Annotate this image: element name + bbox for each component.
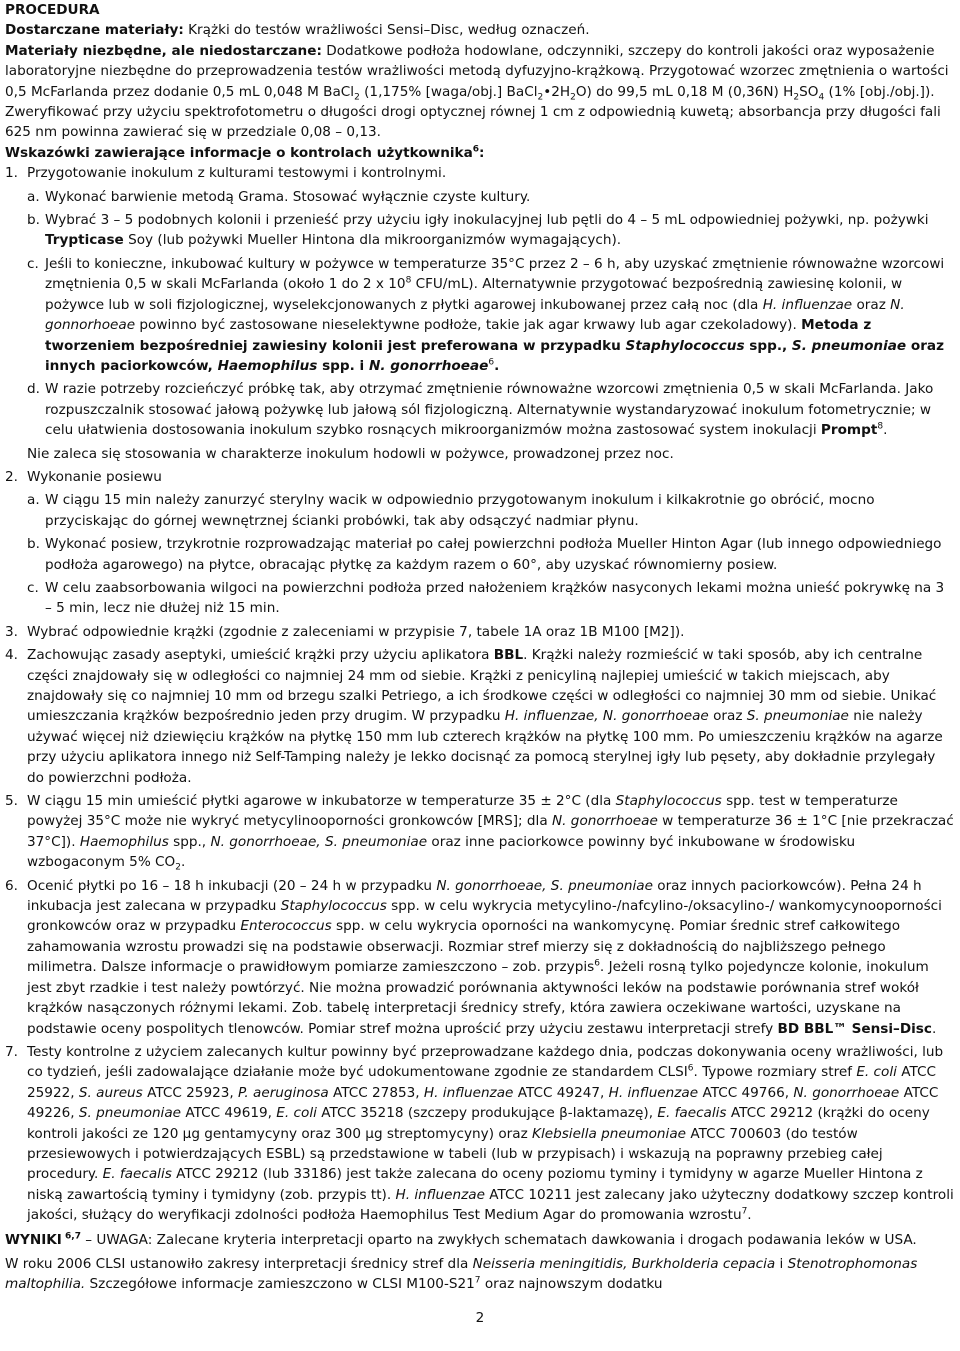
step-5: 5. W ciągu 15 min umieścić płytki agarowe w inkubatorze w temperaturze 35 ± 2°C (dla Staphylococcus spp. test w temperaturze powyżej 35°C może nie wykryć metycylinooporności gronkowców [MRS]; dla N. gonorrhoeae w temperaturze 36 ± 1°C [nie przekraczać 37°C]). Haemophilus spp., N. gonorrhoeae, S. pneumoniae oraz inne paciorkowce powinny być inkubowane w środowisku wzbogaconym 5% $CO_2$. [5, 793, 954, 873]
step-6: 6. Ocenić płytki po 16 – 18 h inkubacji (20 – 24 h w przypadku N. gonorrhoeae, S. pneumoniae oraz innych paciorkowców). Pełna 24 h inkubacja jest zalecana w przypadku Staphylococcus spp. w celu wykrycia metycylino-/nafcylino-/oksacylino-/ wankomycynooporności gronkowców oraz w przypadku Enterococcus spp. w celu wykrycia oporności na wankomycynę. Pomiar średnic stref całkowitego zahamowania wzrostu prowadzi się na podstawie obserwacji. Rozmiar stref mierzy się z dokładnością do najbliższego pełnego milimetra. Dalsze informacje o prawidłowym pomiarze zamieszczono – zob. przypis$^6$. Jeżeli rosną tylko pojedyncze kolonie, inokulum jest zbyt rzadkie i test należy powtórzyć. Nie można prowadzić porównania aktywności leków na podstawie porównania stref wokół krążków nasączonych różnymi lekami. Zob. tabelę interpretacji średnicy strefy, która zawiera oczekiwane wartości, uzyskane na podstawie oceny pospolitych tlenowców. Pomiar stref można uprościć przy użyciu zestawu interpretacji strefy BD BBL™ Sensi–Disc. [5, 877, 942, 1037]
step-1c: c. Jeśli to konieczne, inkubować kultury w pożywce w temperaturze 35°C przez 2 – 6 h, aby uzyskać zmętnienie równoważne wzorcowi zmętnienia 0,5 w skali McFarlanda (około 1 do 2 x $10^8$ CFU/mL). Alternatywnie przygotować bezpośrednią zawiesinę kolonii, w pożywce lub w soli fizjologicznej, wyselekcjonowanych z płytki agarowej inkubowanej przez całą noc (dla H. influenzae oraz N. gonnorhoeae powinno być zastosowane nieselektywne podłoże, takie jak agar krwawy lub agar czekoladowy). Metoda z tworzeniem bezpośredniej zawiesiny kolonii jest preferowana w przypadku Staphylococcus spp., S. pneumoniae oraz innych paciorkowców, Haemophilus spp. i N. gonorrhoeae$^6$. [27, 255, 945, 374]
step-2b: b. Wykonać posiew, trzykrotnie rozprowadzając materiał po całej powierzchni podłoża Mueller Hinton Agar (lub innego odpowiedniego podłoża agarowego) na płytce, obracając płytkę za każdym razem o 60°, aby uzyskać równomierny posiew. [27, 536, 942, 573]
step-7: 7. Testy kontrolne z użyciem zalecanych kultur powinny być przeprowadzane każdego dnia, podczas dokonywania oceny wrażliwości, lub co tydzień, jeśli zadowalające działanie może być udokumentowane zgodnie ze standardem CLSI$^6$. Typowe rozmiary stref E. coli ATCC 25922, S. aureus ATCC 25923, P. aeruginosa ATCC 27853, H. influenzae ATCC 49247, H. influenzae ATCC 49766, N. gonorrhoeae ATCC 49226, S. pneumoniae ATCC 49619, E. coli ATCC 35218 (szczepy produkujące β-laktamazę), E. faecalis ATCC 29212 (krążki do oceny kontroli jakości ze 120 µg gentamycyny oraz 300 µg streptomycyny) oraz Klebsiella pneumoniae ATCC 700603 (do testów przesiewowych i potwierdzających ESBL) są przedstawione w tabeli (lub w przypisach) i wskazują na poprawny przebieg całej procedury. E. faecalis ATCC 29212 (lub 33186) jest także zalecana do oceny poziomu tyminy i tymidyny w agarze Mueller Hintona z niską zawartością tyminy i tymidyny (zob. przypis tt). H. influenzae ATCC 10211 jest zalecany jako użyteczny dodatkowy szczep kontroli jakości, służący do weryfikacji zdolności podłoża Haemophilus Test Medium Agar do promowania wzrostu$^7$. [5, 1043, 954, 1224]
required-label: Materiały niezbędne, ale niedostarczane: [5, 42, 322, 59]
required-materials-paragraph: Materiały niezbędne, ale niedostarczane: Dodatkowe podłoża hodowlane, odczynniki, szczepy do kontroli jakości oraz wyposażenie laboratoryjne niezbędne do przeprowadzenia testów wrażliwości metodą dyfuzyjno-krążkową. Przygotować wzorzec zmętnienia o wartości 0,5 McFarlanda przez dodanie 0,5 mL 0,048 M BaCl$_2$ (1,175% [waga/obj.] $BaCl_2•2H_2O$) do 99,5 mL 0,18 M (0,36N) $H_2SO_4$ (1% [obj./obj.]). Zweryfikować przy użyciu spektrofotometru o długości drogi optycznej równej 1 cm z odpowiednią kuwetą; absorbancja przy długości fali 625 nm powinna zawierać się w przedziale 0,08 – 0,13. [5, 42, 949, 141]
results-paragraph: WYNIKI $^{6,7}$ – UWAGA: Zalecane kryteria interpretacji oparto na zwykłych schematach dawkowania i drogach podawania leków w USA. [5, 1231, 917, 1248]
hints-heading: Wskazówki zawierające informacje o kontrolach użytkownika$^6$: [5, 144, 485, 161]
step-1b: b. Wybrać 3 – 5 podobnych kolonii i przenieść przy użyciu igły inokulacyjnej lub pętli do 4 – 5 mL odpowiedniej pożywki, np. pożywki Trypticase Soy (lub pożywki Mueller Hintona dla mikroorganizmów wymagających). [27, 212, 929, 249]
provided-label: Dostarczane materiały: [5, 22, 184, 39]
step-2a: a. W ciągu 15 min należy zanurzyć sterylny wacik w odpowiednio przygotowanym inokulum i kilkakrotnie go obrócić, mocno przyciskając do górnej wewnętrznej ścianki probówki, tak aby odsączyć nadmiar płynu. [27, 492, 875, 529]
procedure-heading: PROCEDURA [5, 2, 100, 18]
step-2: 2. Wykonanie posiewu [5, 468, 162, 485]
provided-materials-paragraph: Dostarczane materiały: Krążki do testów wrażliwości Sensi–Disc, według oznaczeń. [5, 22, 590, 39]
results-label: WYNIKI [5, 1231, 62, 1248]
step-4: 4. Zachowując zasady aseptyki, umieścić krążki przy użyciu aplikatora BBL. Krążki należy rozmieścić w taki sposób, aby ich centralne części znajdowały się w odległości co najmniej 24 mm od siebie. Krążki z penicyliną najlepiej umieścić w takich miejscach, aby znajdowały się co najmniej 10 mm od brzegu szalki Petriego, a ich środkowe części w odległości co najmniej 30 mm od siebie. Unikać umieszczania krążków bezpośrednio jeden przy drugim. W przypadku H. influenzae, N. gonorrhoeae oraz S. pneumoniae nie należy używać więcej niż dziewięciu krążków na płytkę 150 mm lub czterech krążków na płytkę 100 mm. Po umieszczeniu krążków na agarze przy użyciu aplikatora innego niż Self-Tamping należy je lekko docisnąć za pomocą sterylnej igły lub pęsety, aby dokładnie przylegały do powierzchni podłoża. [5, 647, 943, 786]
step-2c: c. W celu zaabsorbowania wilgoci na powierzchni podłoża przed nałożeniem krążków nasyconych lekami można unieść pokrywkę na 3 – 5 min, lecz nie dłużej niż 15 min. [27, 579, 945, 617]
step-1d: d. W razie potrzeby rozcieńczyć próbkę tak, aby otrzymać zmętnienie równoważne wzorcowi zmętnienia 0,5 w skali McFarlanda. Jako rozpuszczalnik stosować jałową pożywkę lub jałową sól fizjologiczną. Alternatywnie wystandaryzować inokulum fotometrycznie; w celu ułatwienia dostosowania inokulum szybko rosnących mikroorganizmów można zastosować system inokulacji Prompt$^8$. [27, 381, 934, 439]
step-3: 3. Wybrać odpowiednie krążki (zgodnie z zaleceniami w przypisie 7, tabele 1A oraz 1B M100 [M2]). [5, 623, 685, 640]
page-number: 2 [475, 1310, 485, 1326]
step-1a: a. Wykonać barwienie metodą Grama. Stosować wyłącznie czyste kultury. [27, 188, 531, 205]
clsi-paragraph: W roku 2006 CLSI ustanowiło zakresy interpretacji średnicy stref dla Neisseria meningitidis, Burkholderia cepacia i Stenotrophomonas maltophilia. Szczegółowe informacje zamieszczono w CLSI $M100-S21^7$ oraz najnowszym dodatku [5, 1255, 918, 1293]
step-1-note: Nie zaleca się stosowania w charakterze inokulum hodowli w pożywce, prowadzonej przez noc. [27, 445, 674, 462]
step-1: 1. Przygotowanie inokulum z kulturami testowymi i kontrolnymi. [5, 165, 447, 182]
